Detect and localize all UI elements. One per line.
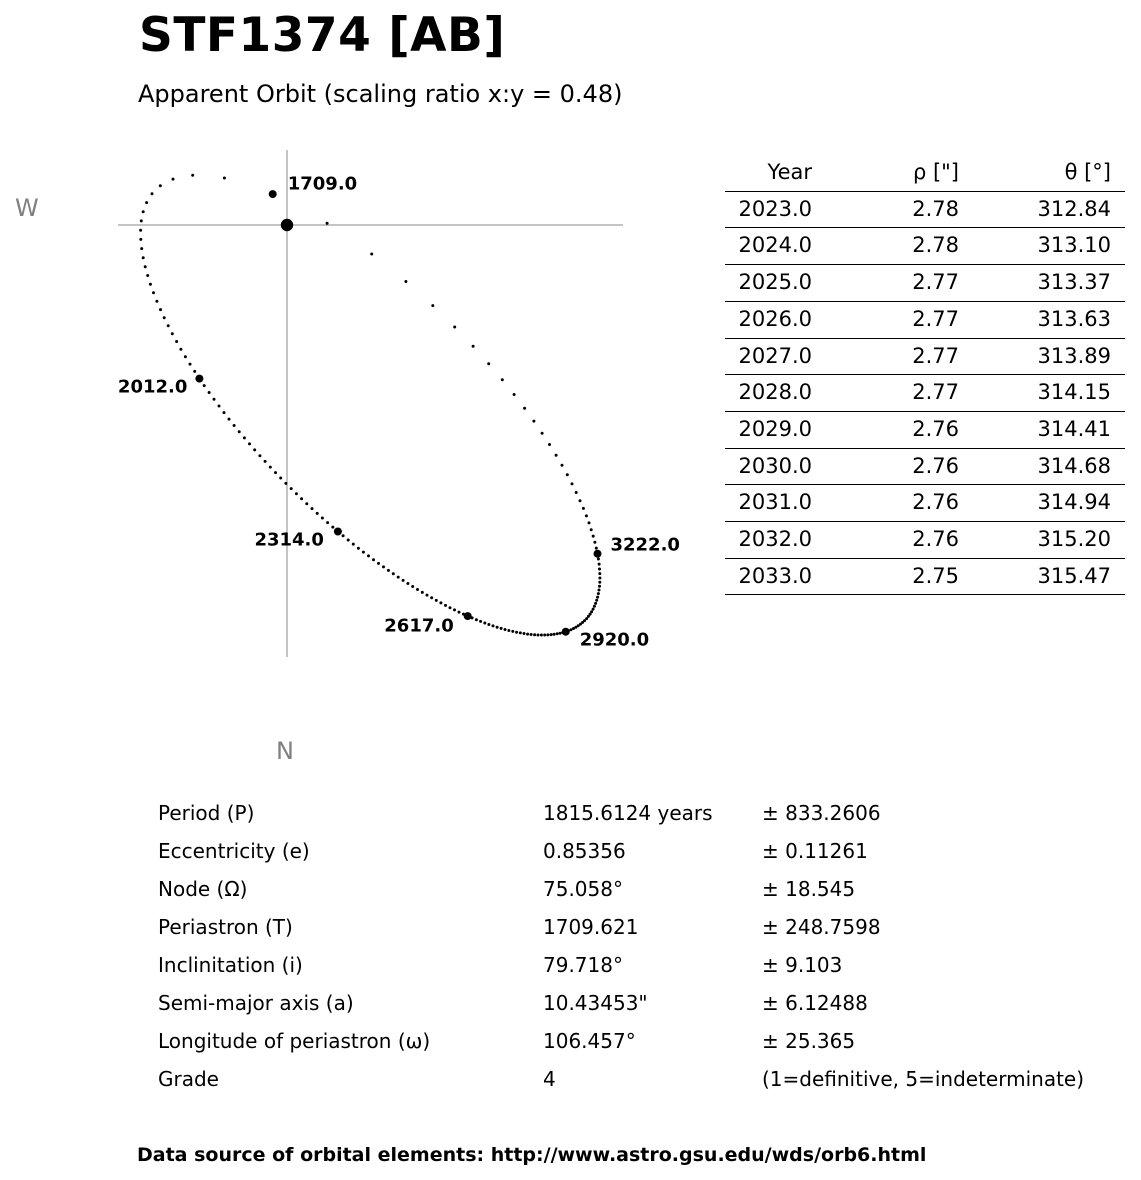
- year-cell: 2029.0: [725, 411, 812, 448]
- element-row: [158, 1022, 1098, 1060]
- epoch-label-3222.0: 3222.0: [610, 534, 680, 556]
- element-label: Node (Ω): [158, 877, 248, 901]
- theta-cell: 313.89: [959, 338, 1125, 375]
- element-value: 75.058°: [543, 877, 623, 901]
- year-cell: 2023.0: [725, 191, 812, 228]
- ephemeris-row: [725, 558, 1125, 595]
- ephemeris-row: [725, 485, 1125, 522]
- element-value: 1815.6124 years: [543, 801, 713, 825]
- element-value: 106.457°: [543, 1029, 636, 1053]
- column-header-theta: θ [°]: [959, 155, 1125, 191]
- theta-cell: 313.63: [959, 301, 1125, 338]
- ephemeris-row: [725, 301, 1125, 338]
- ephemeris-row: [725, 265, 1125, 302]
- year-cell: 2030.0: [725, 448, 812, 485]
- element-error: ± 25.365: [762, 1029, 856, 1053]
- element-label: Periastron (T): [158, 915, 293, 939]
- element-value: 4: [543, 1067, 556, 1091]
- element-label: Semi-major axis (a): [158, 991, 354, 1015]
- epoch-label-2617.0: 2617.0: [384, 615, 454, 637]
- element-value: 0.85356: [543, 839, 626, 863]
- year-cell: 2028.0: [725, 375, 812, 412]
- element-label: Grade: [158, 1067, 219, 1091]
- rho-cell: 2.78: [812, 191, 959, 228]
- west-direction-label: W: [15, 194, 39, 222]
- ephemeris-row: [725, 411, 1125, 448]
- rho-cell: 2.77: [812, 375, 959, 412]
- rho-cell: 2.76: [812, 448, 959, 485]
- year-cell: 2033.0: [725, 558, 812, 595]
- element-row: [158, 870, 1098, 908]
- year-cell: 2026.0: [725, 301, 812, 338]
- ephemeris-header-row: [725, 155, 1125, 191]
- ephemeris-row: [725, 228, 1125, 265]
- rho-cell: 2.77: [812, 301, 959, 338]
- element-row: [158, 908, 1098, 946]
- orbit-plot: [0, 130, 710, 690]
- data-source-note: Data source of orbital elements: http://www.astro.gsu.edu/wds/orb6.html: [137, 1144, 927, 1166]
- element-value: 79.718°: [543, 953, 623, 977]
- element-error: ± 0.11261: [762, 839, 868, 863]
- element-error: ± 6.12488: [762, 991, 868, 1015]
- element-label: Longitude of periastron (ω): [158, 1029, 431, 1053]
- theta-cell: 313.37: [959, 265, 1125, 302]
- ephemeris-row: [725, 375, 1125, 412]
- epoch-dot-2617.0: [464, 612, 472, 620]
- theta-cell: 315.47: [959, 558, 1125, 595]
- element-row: [158, 794, 1098, 832]
- origin-marker: [281, 219, 293, 231]
- ephemeris-row: [725, 522, 1125, 559]
- element-label: Eccentricity (e): [158, 839, 310, 863]
- ephemeris-row: [725, 191, 1125, 228]
- epoch-dot-2012.0: [195, 375, 203, 383]
- year-cell: 2032.0: [725, 522, 812, 559]
- ephemeris-row: [725, 338, 1125, 375]
- element-row: [158, 832, 1098, 870]
- epoch-label-2314.0: 2314.0: [254, 529, 324, 551]
- epoch-dot-1709.0: [269, 190, 277, 198]
- rho-cell: 2.75: [812, 558, 959, 595]
- epoch-label-1709.0: 1709.0: [287, 173, 358, 195]
- year-cell: 2025.0: [725, 265, 812, 302]
- theta-cell: 315.20: [959, 522, 1125, 559]
- rho-cell: 2.76: [812, 411, 959, 448]
- element-label: Inclinitation (i): [158, 953, 303, 977]
- year-cell: 2031.0: [725, 485, 812, 522]
- element-error: (1=definitive, 5=indeterminate): [762, 1067, 1085, 1091]
- theta-cell: 314.15: [959, 375, 1125, 412]
- column-header-year: Year: [725, 155, 812, 191]
- element-row: [158, 984, 1098, 1022]
- element-row: [158, 946, 1098, 984]
- year-cell: 2024.0: [725, 228, 812, 265]
- element-value: 10.43453": [543, 991, 648, 1015]
- year-cell: 2027.0: [725, 338, 812, 375]
- rho-cell: 2.76: [812, 485, 959, 522]
- element-error: ± 248.7598: [762, 915, 881, 939]
- epoch-dot-2920.0: [562, 628, 570, 636]
- theta-cell: 314.41: [959, 411, 1125, 448]
- element-value: 1709.621: [543, 915, 639, 939]
- element-error: ± 18.545: [762, 877, 856, 901]
- orbit-dots: [139, 174, 601, 637]
- rho-cell: 2.76: [812, 522, 959, 559]
- ephemeris-row: [725, 448, 1125, 485]
- orbital-elements-list: [158, 794, 1098, 1098]
- element-error: ± 833.2606: [762, 801, 881, 825]
- page-title: STF1374 [AB]: [139, 8, 506, 63]
- epoch-dot-3222.0: [594, 550, 602, 558]
- page-subtitle: Apparent Orbit (scaling ratio x:y = 0.48): [138, 80, 623, 108]
- epoch-label-2012.0: 2012.0: [117, 376, 188, 398]
- epoch-label-2920.0: 2920.0: [579, 629, 650, 651]
- element-label: Period (P): [158, 801, 255, 825]
- rho-cell: 2.77: [812, 265, 959, 302]
- north-direction-label: N: [276, 737, 294, 765]
- theta-cell: 312.84: [959, 191, 1125, 228]
- theta-cell: 313.10: [959, 228, 1125, 265]
- element-error: ± 9.103: [762, 953, 843, 977]
- theta-cell: 314.94: [959, 485, 1125, 522]
- epoch-dot-2314.0: [334, 528, 342, 536]
- rho-cell: 2.78: [812, 228, 959, 265]
- theta-cell: 314.68: [959, 448, 1125, 485]
- rho-cell: 2.77: [812, 338, 959, 375]
- ephemeris-table: [725, 155, 1125, 595]
- element-row: [158, 1060, 1098, 1098]
- column-header-rho: ρ ["]: [812, 155, 959, 191]
